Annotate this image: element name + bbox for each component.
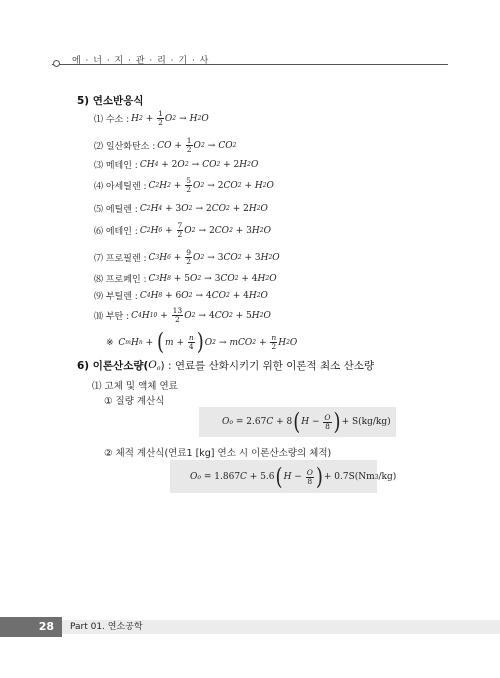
section-6-title-suffix: ) : 연료를 산화시키기 위한 이론적 최소 산소량: [160, 360, 375, 372]
reaction-label: ⑷ 아세틸렌 :: [94, 182, 147, 192]
formula-mass: O o = 2.67 C + 8 ( H − $\frac{O}{8}$ ) + S(kg/kg): [222, 408, 391, 436]
section-6-title: [77, 358, 374, 373]
reaction-methane: [94, 158, 258, 171]
volume-calc-heading: ② 체적 계산식(연료1 [kg] 연소 시 이론산소량의 체적): [104, 448, 332, 459]
reaction-label: ⑵ 일산화탄소 :: [94, 142, 156, 152]
coef-hydrogen: 8: [286, 417, 293, 427]
reaction-general: [106, 328, 298, 357]
coef-carbon: 1.867: [214, 472, 241, 482]
formula-tail: + 0.7S(Nm: [323, 472, 375, 482]
reaction-label: ⑹ 에테인 :: [94, 227, 138, 237]
equation: H 2 + $\frac{1}{2}$ O 2 → H 2 O: [131, 109, 209, 127]
formula-tail: + S(kg/kg): [341, 417, 391, 427]
equation: C m H n + ( m + $\frac{n}{4}$ ) O 2 → mCO 2 + $\frac{n}{2}$ H 2 O: [115, 328, 298, 357]
header-circle-icon: [53, 60, 60, 67]
footer-chapter: Part 01. 연소공학: [70, 622, 143, 632]
section-5-title: 5) 연소반응식: [77, 95, 144, 107]
reaction-label: ⑶ 메테인 :: [94, 161, 138, 171]
reaction-ethane: [94, 222, 271, 239]
formula-unit-end: /kg): [378, 472, 397, 482]
equation: C 3 H 8 + 5 O 2 → 3 CO 2 + 4 H 2 O: [148, 273, 277, 284]
equation: CH 4 + 2 O 2 → CO 2 + 2 H 2 O: [139, 159, 259, 170]
oxygen-symbol: $O_o$: [148, 359, 161, 372]
reaction-ethylene: [94, 202, 268, 215]
subsection-solid-liquid: ⑴ 고체 및 액체 연료: [92, 381, 178, 392]
reaction-label: ⑸ 에틸렌 :: [94, 205, 138, 215]
reaction-label: ⑴ 수소 :: [94, 115, 130, 125]
coef-carbon: 2.67: [246, 417, 267, 427]
reaction-butane: [94, 307, 271, 324]
equation: C 2 H 6 + $\frac{7}{2}$ O 2 → 2 CO 2 + 3 H 2 O: [139, 221, 271, 239]
reaction-butylene: [94, 289, 268, 302]
reaction-label: ⑼ 부틸렌 :: [94, 292, 138, 302]
reaction-propane: [94, 272, 277, 285]
reaction-acetylene: [94, 177, 274, 194]
reaction-hydrogen: [94, 110, 209, 127]
section-6-title-prefix: 6) 이론산소량(: [77, 360, 149, 372]
equation: C 4 H 10 + $\frac{13}{2}$ O 2 → 4 CO 2 + 5 H 2 O: [131, 306, 271, 324]
page-number: 28: [0, 617, 62, 637]
reaction-label: ⑻ 프로페인 :: [94, 275, 147, 285]
reaction-propylene: [94, 249, 280, 266]
equation: C 2 H 2 + $\frac{5}{2}$ O 2 → 2 CO 2 + H 2 O: [148, 176, 274, 194]
reaction-carbon-monoxide: [94, 137, 236, 154]
equation: CO + $\frac{1}{2}$ O 2 → CO 2: [157, 136, 237, 154]
note-mark: ※: [106, 337, 114, 348]
equation: C 4 H 8 + 6 O 2 → 4 CO 2 + 4 H 2 O: [139, 290, 268, 301]
formula-volume: O o = 1.867 C + 5.6 ( H − $\frac{O}{8}$ ) + 0.7S(Nm 3 /kg): [190, 463, 397, 491]
reaction-label: ⑽ 부탄 :: [94, 312, 130, 322]
equation: C 3 H 6 + $\frac{9}{2}$ O 2 → 3 CO 2 + 3 H 2 O: [148, 248, 280, 266]
header-title: 에 · 너 · 지 · 관 · 리 · 기 · 사: [72, 56, 210, 66]
mass-calc-heading: ① 질량 계산식: [104, 396, 165, 407]
coef-hydrogen: 5.6: [260, 472, 275, 482]
equation: C 2 H 4 + 3 O 2 → 2 CO 2 + 2 H 2 O: [139, 203, 268, 214]
reaction-label: ⑺ 프로필렌 :: [94, 254, 147, 264]
